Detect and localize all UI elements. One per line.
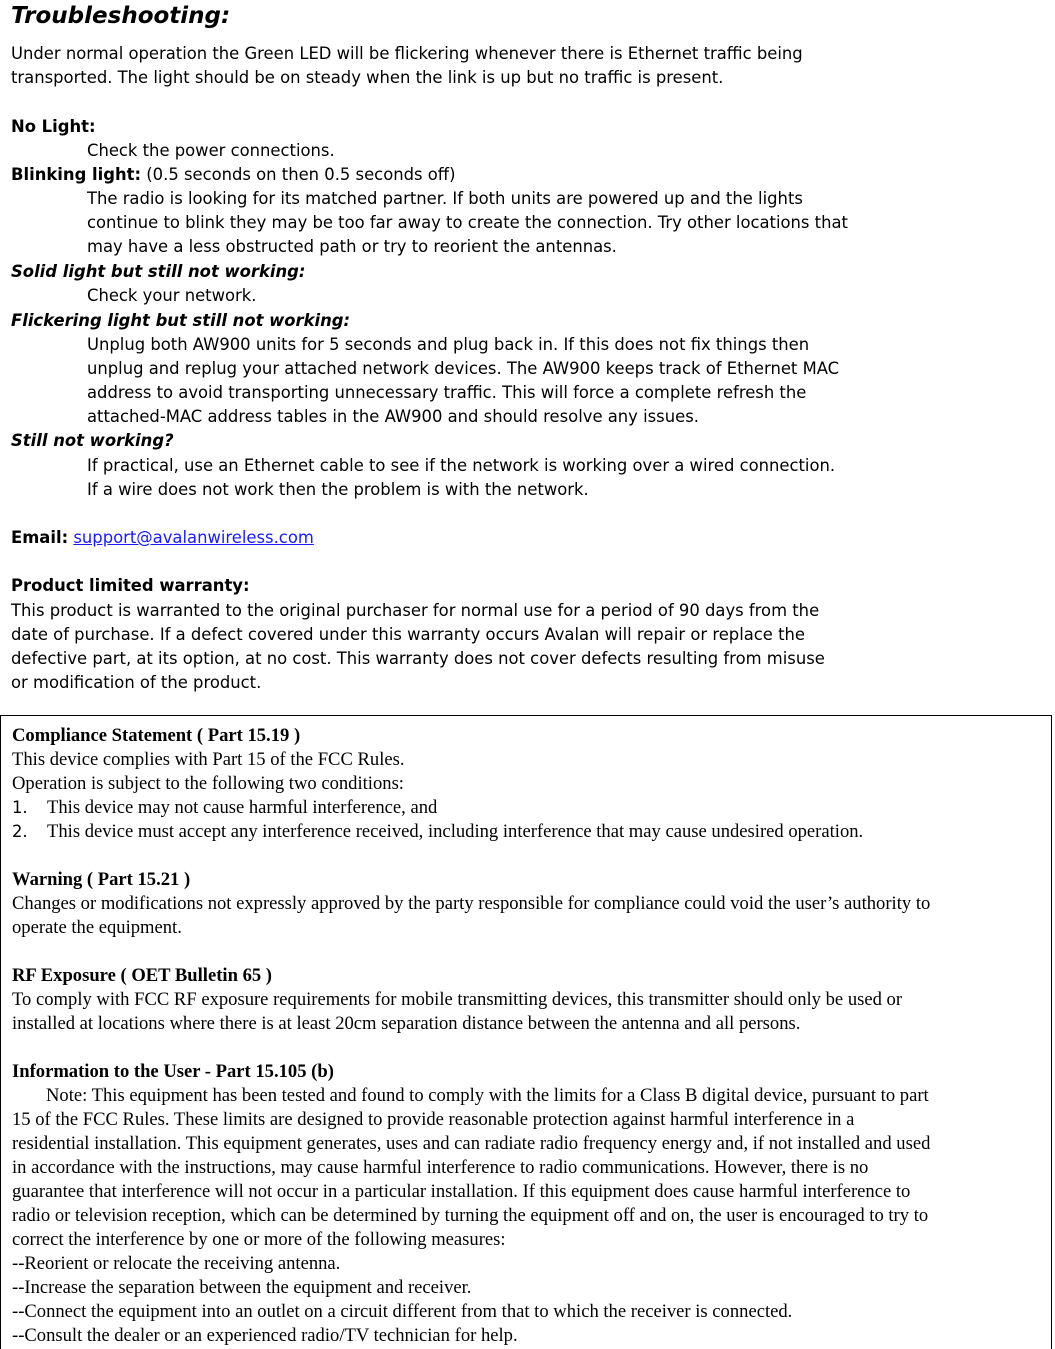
compliance-text: Operation is subject to the following two conditions: [12, 773, 404, 794]
intro-text: transported. The light should be on steady when the link is up but no traffic is present. [11, 68, 724, 87]
flicker-text: unplug and replug your attached network devices. The AW900 keeps track of Ethernet MAC [87, 359, 840, 378]
blinking-text: The radio is looking for its matched partner. If both units are powered up and the lights [87, 189, 803, 208]
email-label: Email: [11, 528, 69, 547]
info-text: correct the interference by one or more of the following measures: [12, 1229, 506, 1250]
warranty-text: defective part, at its option, at no cost. This warranty does not cover defects resulting from misuse [11, 649, 825, 668]
blinking-timing: (0.5 seconds on then 0.5 seconds off) [146, 165, 456, 184]
info-text: 15 of the FCC Rules. These limits are designed to provide reasonable protection against harmful interference in a [12, 1109, 855, 1130]
blinking-text: may have a less obstructed path or try to reorient the antennas. [87, 237, 617, 256]
condition-text: This device must accept any interference received, including interference that may cause undesired operation. [47, 821, 864, 842]
email-link[interactable]: support@avalanwireless.com [73, 528, 314, 547]
blinking-text: continue to blink they may be too far away to create the connection. Try other locations that [87, 213, 848, 232]
compliance-heading: Compliance Statement ( Part 15.19 ) [12, 725, 301, 746]
no-light-text: Check the power connections. [87, 141, 335, 160]
email-row [11, 526, 314, 550]
condition-item [12, 796, 28, 820]
solid-heading: Solid light but still not working: [11, 262, 306, 281]
condition-number: 2. [12, 822, 28, 841]
info-heading: Information to the User - Part 15.105 (b) [12, 1061, 334, 1082]
solid-text: Check your network. [87, 286, 257, 305]
condition-item [12, 820, 28, 844]
still-text: If practical, use an Ethernet cable to see if the network is working over a wired connection. [87, 456, 836, 475]
warranty-text: This product is warranted to the original purchaser for normal use for a period of 90 days from the [11, 601, 820, 620]
warning-heading: Warning ( Part 15.21 ) [12, 869, 191, 890]
measure-item: --Connect the equipment into an outlet on a circuit different from that to which the receiver is connected. [12, 1301, 793, 1322]
rf-text: installed at locations where there is at least 20cm separation distance between the antenna and all persons. [12, 1013, 801, 1034]
page-title: Troubleshooting: [11, 3, 231, 29]
warranty-text: or modification of the product. [11, 673, 262, 692]
flicker-text: address to avoid transporting unnecessary traffic. This will force a complete refresh the [87, 383, 807, 402]
measure-item: --Consult the dealer or an experienced radio/TV technician for help. [12, 1325, 518, 1346]
blinking-row [11, 163, 455, 187]
condition-number: 1. [12, 798, 28, 817]
info-text: in accordance with the instructions, may cause harmful interference to radio communications. However, there is no [12, 1157, 869, 1178]
flicker-text: Unplug both AW900 units for 5 seconds and plug back in. If this does not fix things then [87, 335, 810, 354]
warranty-text: date of purchase. If a defect covered under this warranty occurs Avalan will repair or replace the [11, 625, 805, 644]
warning-text: operate the equipment. [12, 917, 182, 938]
measure-item: --Increase the separation between the equipment and receiver. [12, 1277, 472, 1298]
info-text: guarantee that interference will not occur in a particular installation. If this equipment does cause harmful interference to [12, 1181, 911, 1202]
rf-text: To comply with FCC RF exposure requirements for mobile transmitting devices, this transmitter should only be used or [12, 989, 903, 1010]
info-text: residential installation. This equipment generates, uses and can radiate radio frequency energy and, if not installed and used [12, 1133, 931, 1154]
info-text: Note: This equipment has been tested and found to comply with the limits for a Class B digital device, pursuant to part [46, 1085, 929, 1106]
warranty-heading: Product limited warranty: [11, 576, 250, 595]
warning-text: Changes or modifications not expressly approved by the party responsible for compliance could void the user’s authority to [12, 893, 931, 914]
measure-item: --Reorient or relocate the receiving antenna. [12, 1253, 341, 1274]
intro-text: Under normal operation the Green LED will be flickering whenever there is Ethernet traffic being [11, 44, 803, 63]
condition-text: This device may not cause harmful interference, and [47, 797, 438, 818]
still-text: If a wire does not work then the problem is with the network. [87, 480, 589, 499]
info-text: radio or television reception, which can be determined by turning the equipment off and on, the user is encouraged to try to [12, 1205, 929, 1226]
no-light-heading: No Light: [11, 117, 96, 136]
blinking-heading: Blinking light: [11, 165, 142, 184]
flicker-text: attached-MAC address tables in the AW900 and should resolve any issues. [87, 407, 699, 426]
still-heading: Still not working? [11, 431, 174, 450]
rf-heading: RF Exposure ( OET Bulletin 65 ) [12, 965, 273, 986]
flicker-heading: Flickering light but still not working: [11, 311, 351, 330]
compliance-text: This device complies with Part 15 of the FCC Rules. [12, 749, 405, 770]
